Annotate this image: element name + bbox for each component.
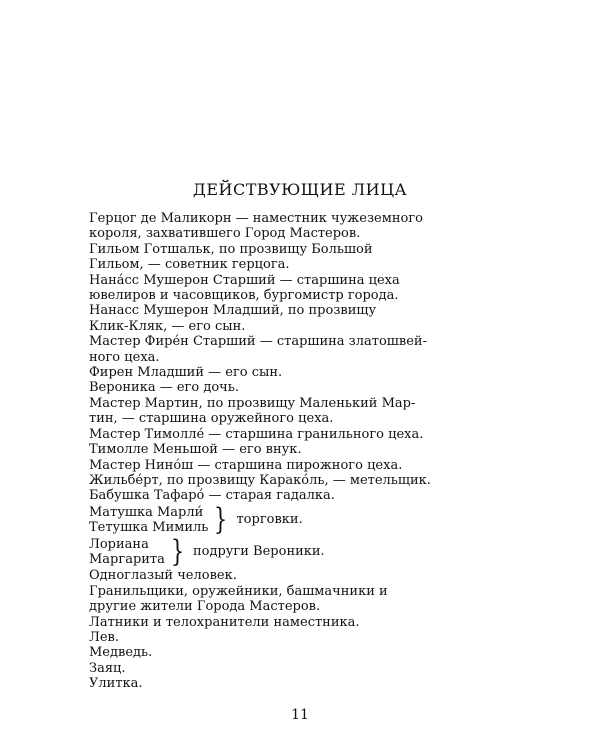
cast-line: Маргарита bbox=[89, 551, 165, 567]
cast-entry bbox=[89, 615, 519, 630]
cast-line: Тетушка Мимиль bbox=[89, 520, 209, 536]
cast-line: Матушка Марли́ bbox=[89, 504, 204, 520]
cast-entry bbox=[89, 473, 519, 488]
cast-entry bbox=[89, 273, 519, 304]
cast-group-friends bbox=[89, 533, 519, 569]
cast-line: Мастер Нино́ш — старшина пирожного цеха. bbox=[89, 457, 403, 473]
cast-line: Лев. bbox=[89, 629, 119, 645]
cast-line: Лориана bbox=[89, 536, 149, 552]
cast-line: ного цеха. bbox=[89, 349, 160, 365]
cast-entry bbox=[89, 211, 519, 242]
cast-entry bbox=[89, 584, 519, 615]
cast-line: Медведь. bbox=[89, 645, 153, 661]
cast-line: Вероника — его дочь. bbox=[89, 380, 239, 396]
group-names bbox=[89, 537, 165, 568]
cast-line: Жильбе́рт, по прозвищу Карако́ль, — метельщик. bbox=[89, 472, 431, 488]
cast-entry bbox=[89, 427, 519, 442]
group-description: торговки. bbox=[236, 512, 303, 528]
group-names bbox=[89, 505, 208, 536]
cast-entry bbox=[89, 380, 519, 395]
cast-list bbox=[89, 211, 519, 692]
cast-line: ювелиров и часовщиков, бургомистр города. bbox=[89, 288, 399, 304]
cast-line: Латники и телохранители наместника. bbox=[89, 614, 360, 630]
cast-line: тин, — старшина оружейного цеха. bbox=[89, 411, 334, 427]
cast-line: другие жители Города Мастеров. bbox=[89, 599, 321, 615]
cast-line: Мастер Тимолле́ — старшина гранильного цеха. bbox=[89, 426, 424, 442]
cast-line: Мастер Фире́н Старший — старшина златошвей- bbox=[89, 334, 427, 350]
cast-entry bbox=[89, 458, 519, 473]
brace-icon: } bbox=[214, 502, 228, 538]
cast-line: Нана́сс Мушерон Старший — старшина цеха bbox=[89, 272, 400, 288]
page-number: 11 bbox=[291, 707, 309, 723]
cast-line: Фирен Младший — его сын. bbox=[89, 365, 283, 381]
cast-entry bbox=[89, 396, 519, 427]
cast-line: Гранильщики, оружейники, башмачники и bbox=[89, 583, 388, 599]
cast-entry bbox=[89, 676, 519, 691]
cast-line: Клик-Кляк, — его сын. bbox=[89, 318, 246, 334]
cast-entry bbox=[89, 303, 519, 334]
cast-entry bbox=[89, 365, 519, 380]
cast-line: Одноглазый человек. bbox=[89, 568, 237, 584]
cast-entry bbox=[89, 334, 519, 365]
cast-line: Гильом, — советник герцога. bbox=[89, 257, 290, 273]
cast-line: короля, захватившего Город Мастеров. bbox=[89, 226, 361, 242]
cast-line: Бабушка Тафаро́ — старая гадалка. bbox=[89, 488, 335, 504]
cast-entry bbox=[89, 568, 519, 583]
cast-entry bbox=[89, 661, 519, 676]
page-title: ДЕЙСТВУЮЩИЕ ЛИЦА bbox=[192, 180, 408, 199]
cast-entry bbox=[89, 630, 519, 645]
cast-line: Тимолле Меньшой — его внук. bbox=[89, 442, 302, 458]
cast-line: Улитка. bbox=[89, 676, 143, 692]
group-description: подруги Вероники. bbox=[192, 544, 325, 560]
cast-line: Нанасс Мушерон Младший, по прозвищу bbox=[89, 303, 377, 319]
cast-line: Гильом Готшальк, по прозвищу Большой bbox=[89, 241, 373, 257]
cast-group-merchants bbox=[89, 502, 519, 538]
cast-line: Герцог де Маликорн — наместник чужеземного bbox=[89, 211, 423, 226]
cast-entry bbox=[89, 242, 519, 273]
cast-line: Мастер Мартин, по прозвищу Маленький Мар- bbox=[89, 395, 416, 411]
cast-entry bbox=[89, 488, 519, 503]
cast-entry bbox=[89, 645, 519, 660]
brace-icon: } bbox=[170, 533, 185, 569]
cast-entry bbox=[89, 442, 519, 457]
cast-line: Заяц. bbox=[89, 660, 126, 676]
